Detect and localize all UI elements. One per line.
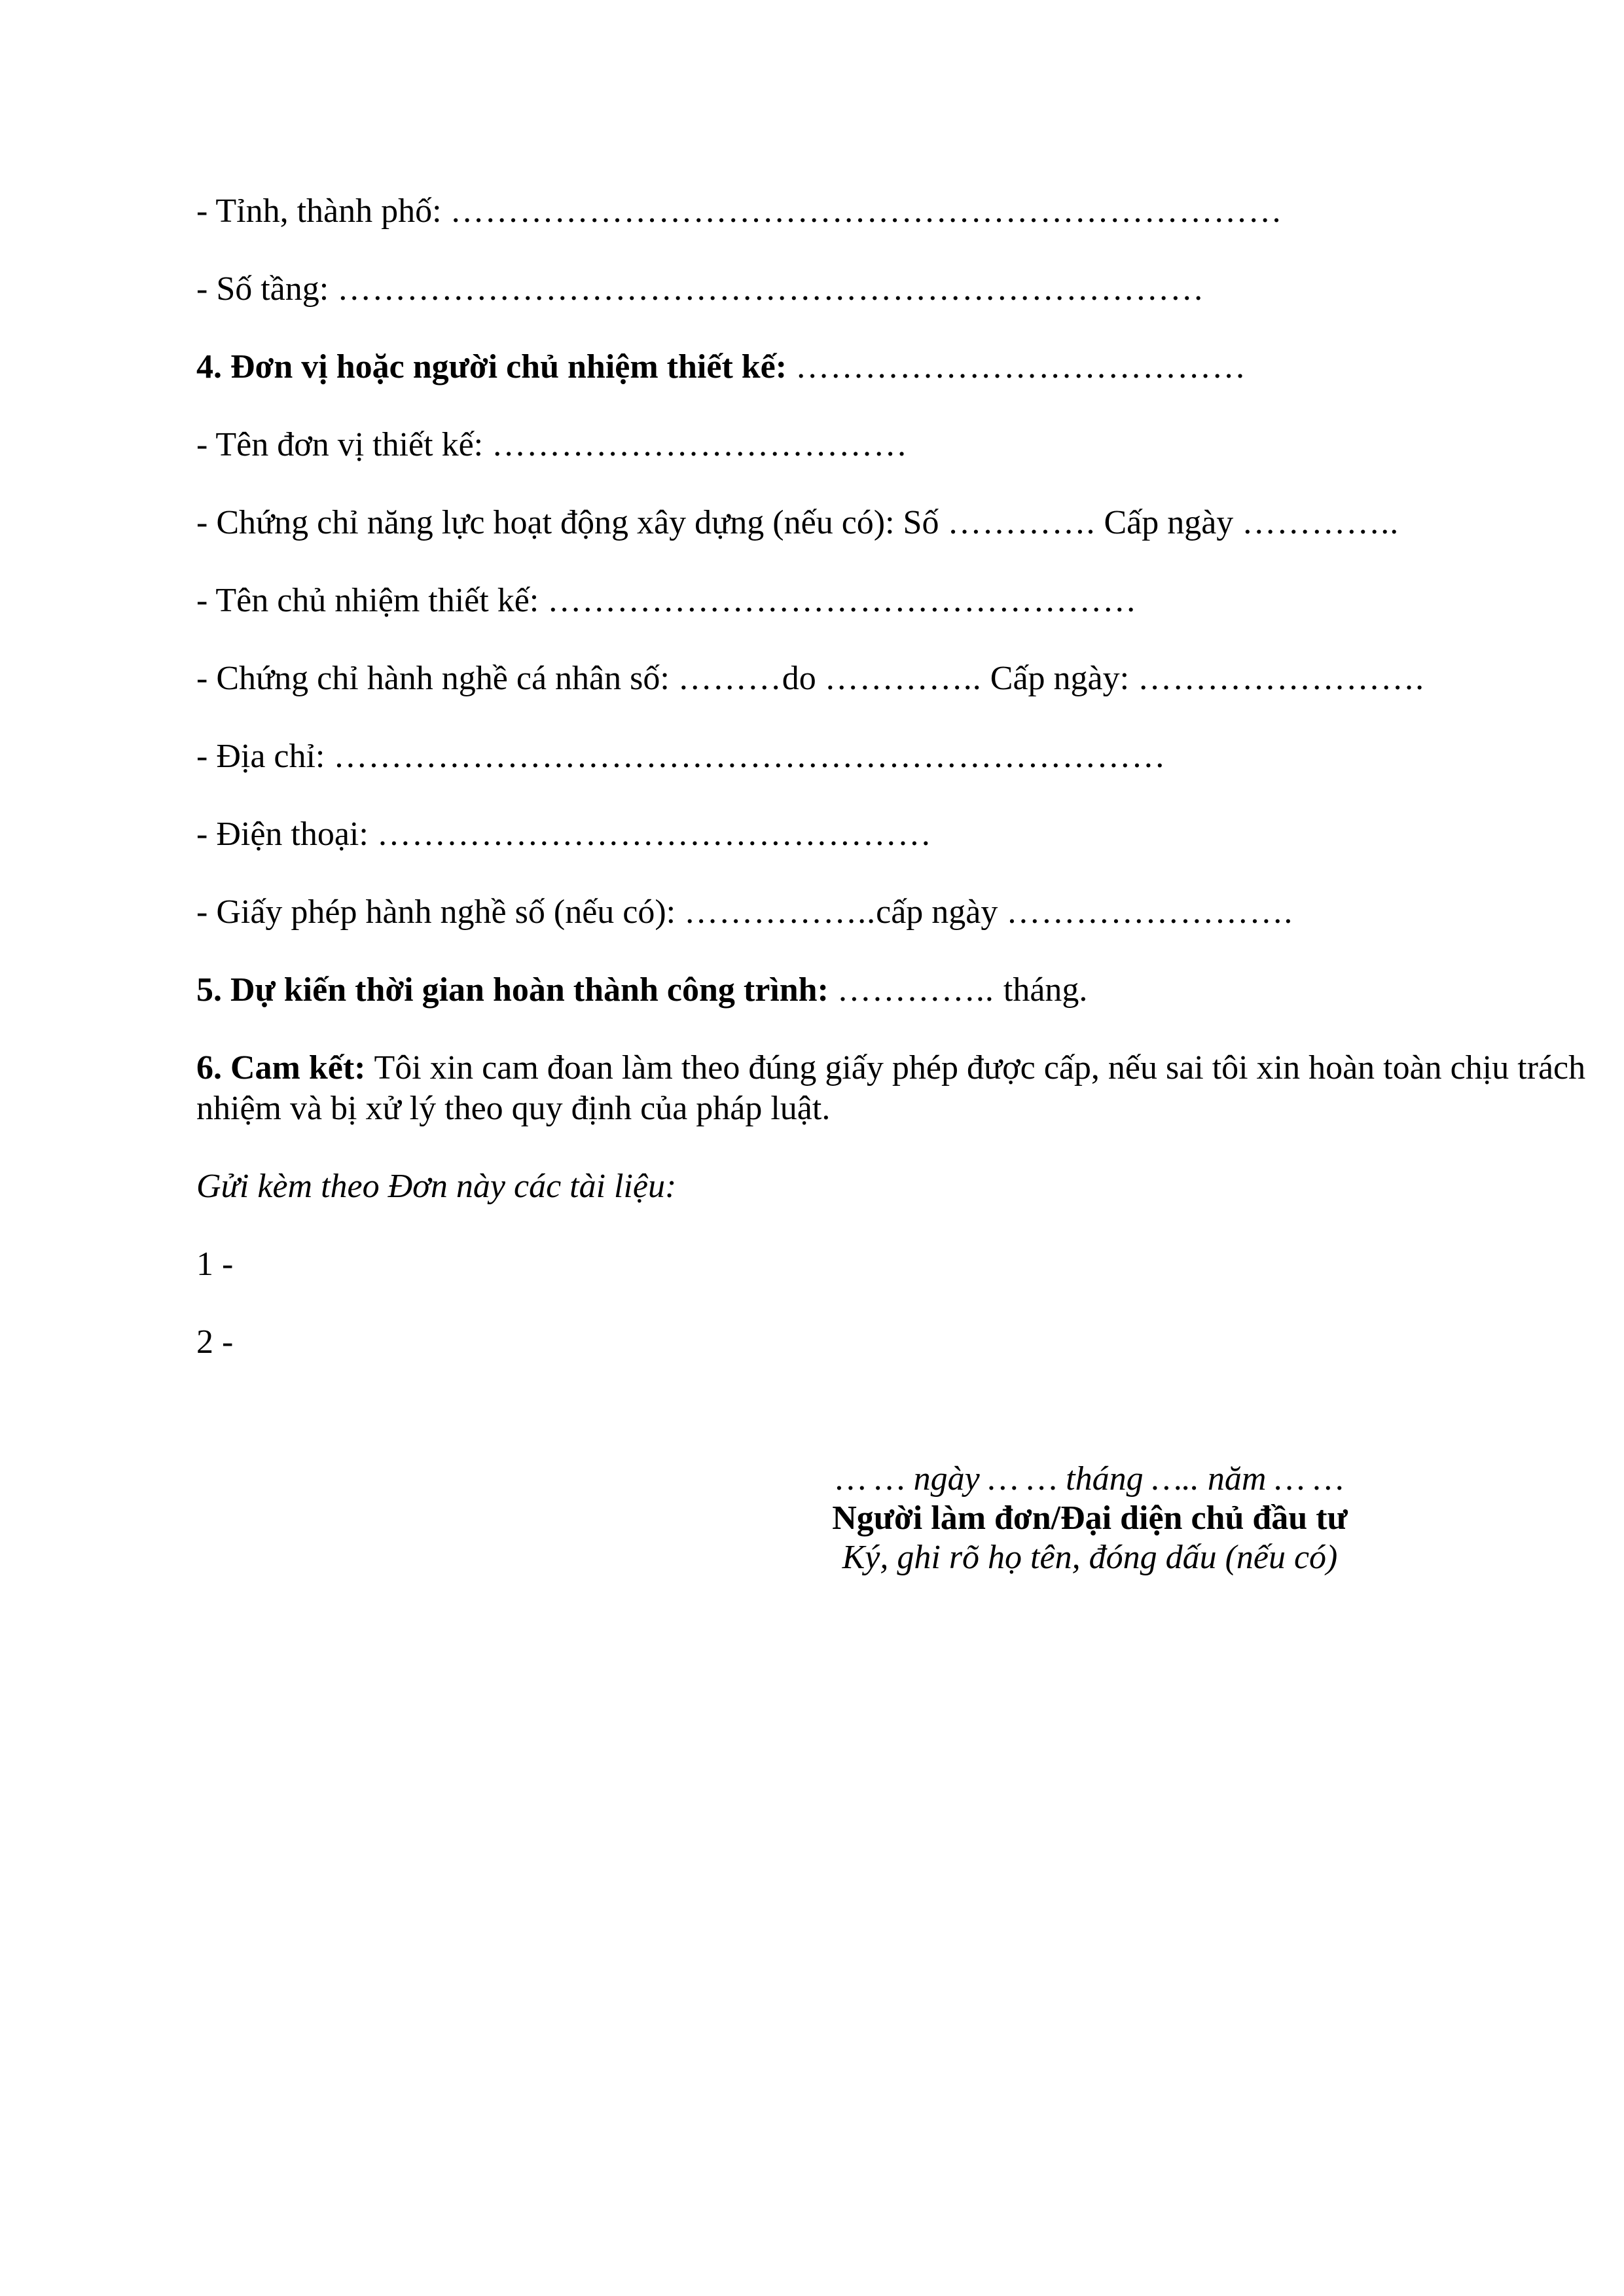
text-segment: Gửi kèm theo Đơn này các tài liệu: — [196, 1168, 677, 1205]
field-address — [196, 736, 1428, 777]
section-6-commitment-line-1 — [196, 1048, 1586, 1088]
dotted-blank: ……………………………… — [492, 426, 909, 463]
dotted-blank: ……………………………………………………………… — [450, 192, 1283, 230]
field-design-unit-name — [196, 425, 1428, 465]
dotted-blank: ……………………. — [1138, 660, 1425, 697]
dotted-blank: ………………………………… — [795, 348, 1247, 386]
text-segment: - Địa chỉ: — [196, 738, 334, 775]
dotted-blank: …………….. — [684, 893, 876, 931]
dotted-blank: ………….. — [837, 971, 1003, 1009]
text-segment: cấp ngày — [876, 893, 1007, 931]
signature-block — [756, 1460, 1424, 1577]
text-segment: - Chứng chỉ năng lực hoạt động xây dựng (nếu có): Số — [196, 504, 948, 541]
field-personal-practice-certificate — [196, 658, 1428, 699]
signature-title: Người làm đơn/Đại diện chủ đầu tư — [832, 1499, 1348, 1537]
attachment-item-2 — [196, 1322, 1428, 1363]
text-segment: nhiệm và bị xử lý theo quy định của pháp luật. — [196, 1090, 831, 1127]
signature-note: Ký, ghi rõ họ tên, đóng dấu (nếu có) — [842, 1539, 1338, 1576]
text-segment: Cấp ngày — [1095, 504, 1242, 541]
text-segment: - Tỉnh, thành phố: — [196, 192, 450, 230]
dotted-blank: ………….. — [824, 660, 982, 697]
dotted-blank: ……… — [677, 660, 782, 697]
signature-date-line: … … ngày … … tháng ….. năm … … — [836, 1460, 1344, 1498]
dotted-blank: ……………………………………………………………… — [333, 738, 1166, 775]
text-segment: - Tên đơn vị thiết kế: — [196, 426, 492, 463]
text-segment: - Giấy phép hành nghề số (nếu có): — [196, 893, 685, 931]
text-segment: 6. Cam kết: — [196, 1049, 374, 1086]
text-segment: - Tên chủ nhiệm thiết kế: — [196, 582, 548, 619]
field-province-city — [196, 191, 1428, 232]
attachment-item-1 — [196, 1244, 1428, 1285]
dotted-blank: ……………………. — [1006, 893, 1293, 931]
field-capability-certificate — [196, 503, 1428, 543]
section-5-completion-time — [196, 970, 1428, 1011]
text-segment: - Chứng chỉ hành nghề cá nhân số: — [196, 660, 678, 697]
text-segment: - Số tầng: — [196, 270, 338, 308]
field-number-of-floors — [196, 269, 1428, 310]
text-segment: 4. Đơn vị hoặc người chủ nhiệm thiết kế: — [196, 348, 796, 386]
text-segment: 2 - — [196, 1323, 234, 1361]
field-practice-license — [196, 892, 1428, 933]
text-segment: 5. Dự kiến thời gian hoàn thành công trình: — [196, 971, 837, 1009]
document-body — [196, 191, 1586, 1363]
dotted-blank: ………….. — [1242, 504, 1399, 541]
dotted-blank: …………. — [947, 504, 1096, 541]
text-segment: Cấp ngày: — [981, 660, 1138, 697]
dotted-blank: ………………………………………………………………… — [337, 270, 1205, 308]
text-segment: tháng. — [1003, 971, 1088, 1009]
text-segment: do — [782, 660, 825, 697]
field-phone — [196, 814, 1428, 855]
dotted-blank: ………………………………………… — [376, 816, 932, 853]
text-segment: - Điện thoại: — [196, 816, 377, 853]
section-4-design-unit-heading — [196, 347, 1428, 387]
text-segment: Tôi xin cam đoan làm theo đúng giấy phép được cấp, nếu sai tôi xin hoàn toàn chịu trách — [374, 1049, 1586, 1086]
text-segment: 1 - — [196, 1246, 234, 1283]
section-6-commitment-line-2 — [196, 1088, 1428, 1129]
dotted-blank: …………………………………………… — [547, 582, 1138, 619]
attachments-intro — [196, 1166, 1428, 1207]
field-chief-designer-name — [196, 581, 1428, 621]
